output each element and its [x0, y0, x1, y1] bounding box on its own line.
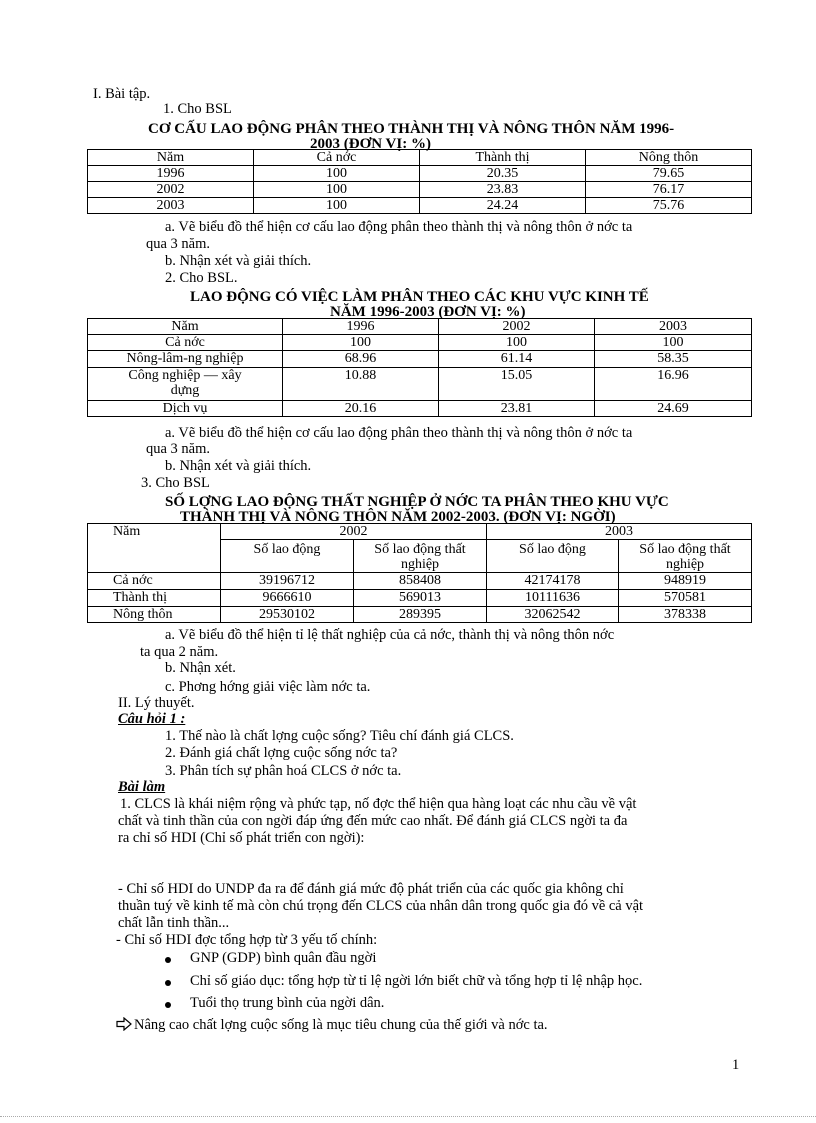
- table-cell: 289395: [354, 607, 487, 623]
- table-cell: 100: [283, 335, 439, 351]
- question-label: Câu hỏi 1 :: [118, 711, 186, 727]
- q2-intro: 2. Cho BSL.: [165, 270, 238, 286]
- question-3: 3. Phân tích sự phân hoá CLCS ở nớc ta.: [165, 763, 402, 779]
- answer-p1-line3: ra chỉ số HDI (Chỉ số phát triển con ngời):: [118, 830, 365, 846]
- table-cell: 948919: [619, 573, 752, 590]
- table-cell: Cả nớc: [88, 335, 283, 351]
- table-cell: Nông thôn: [88, 607, 221, 623]
- q2-title-line2: NĂM 1996-2003 (ĐƠN VỊ: %): [330, 304, 526, 320]
- q3-task-b: b. Nhận xét.: [165, 660, 236, 676]
- bullet-dot: [165, 957, 171, 963]
- table-cell: 2003: [88, 198, 254, 214]
- table-header: 2002: [439, 319, 595, 335]
- q1-title-line2: 2003 (ĐƠN VỊ: %): [310, 136, 431, 152]
- table-subheader: Số lao động: [221, 540, 354, 573]
- q2-title-line1: LAO ĐỘNG CÓ VIỆC LÀM PHÂN THEO CÁC KHU VỰC KINH TẾ: [190, 289, 649, 305]
- table-cell: 79.65: [586, 166, 752, 182]
- table-header: 2002: [221, 524, 487, 540]
- q1-task-a-cont: qua 3 năm.: [146, 236, 211, 252]
- q2-task-b: b. Nhận xét và giải thích.: [165, 458, 312, 474]
- table-cell: 100: [254, 166, 420, 182]
- table-cell: 100: [254, 182, 420, 198]
- table-header: 2003: [595, 319, 752, 335]
- q1-task-b: b. Nhận xét và giải thích.: [165, 253, 312, 269]
- table-subheader: Số lao động: [487, 540, 619, 573]
- q1-table: [87, 149, 752, 214]
- table-cell: 24.24: [420, 198, 586, 214]
- table-cell: Công nghiệp — xây dựng: [88, 368, 283, 401]
- bullet-dot: [165, 1002, 171, 1008]
- answer-p1-line1: 1. CLCS là khái niệm rộng và phức tạp, nố đợc thể hiện qua hàng loạt các nhu cầu về vật: [120, 796, 637, 812]
- table-cell: 16.96: [595, 368, 752, 401]
- table-cell: 58.35: [595, 351, 752, 368]
- q3-intro: 3. Cho BSL: [141, 475, 210, 491]
- table-cell: 61.14: [439, 351, 595, 368]
- table-header: Năm: [88, 524, 221, 573]
- table-subheader: Số lao động thất nghiệp: [354, 540, 487, 573]
- q3-table: [87, 523, 752, 623]
- q3-title-line2: THÀNH THỊ VÀ NÔNG THÔN NĂM 2002-2003. (ĐƠN VỊ: NGỜI): [180, 509, 616, 525]
- page-bottom-divider: [0, 1116, 816, 1117]
- table-header: 1996: [283, 319, 439, 335]
- q1-intro: 1. Cho BSL: [163, 101, 232, 117]
- table-cell: 9666610: [221, 590, 354, 607]
- table-cell: 100: [439, 335, 595, 351]
- question-1: 1. Thế nào là chất lợng cuộc sống? Tiêu chí đánh giá CLCS.: [165, 728, 514, 744]
- q3-task-c: c. Phơng hớng giải việc làm nớc ta.: [165, 679, 371, 695]
- conclusion: Nâng cao chất lợng cuộc sống là mục tiêu chung của thế giới và nớc ta.: [134, 1017, 548, 1033]
- table-cell: 15.05: [439, 368, 595, 401]
- bullet-item: Chỉ số giáo dục: tổng hợp từ tỉ lệ ngời lớn biết chữ và tổng hợp tỉ lệ nhập học.: [190, 973, 643, 989]
- table-cell: 68.96: [283, 351, 439, 368]
- table-cell: 2002: [88, 182, 254, 198]
- answer-p3: - Chỉ số HDI đợc tổng hợp từ 3 yếu tố chính:: [116, 932, 378, 948]
- table-header: Cả nớc: [254, 150, 420, 166]
- table-cell: 20.35: [420, 166, 586, 182]
- q3-task-a: a. Vẽ biểu đồ thể hiện tỉ lệ thất nghiệp của cả nớc, thành thị và nông thôn nớc: [165, 627, 615, 643]
- q2-table: [87, 318, 752, 417]
- arrow-right-icon: [116, 1017, 132, 1036]
- table-cell: 570581: [619, 590, 752, 607]
- bullet-item: Tuổi thọ trung bình của ngời dân.: [190, 995, 385, 1011]
- table-cell: Nông-lâm-ng nghiệp: [88, 351, 283, 368]
- table-cell: 10111636: [487, 590, 619, 607]
- table-cell: Cả nớc: [88, 573, 221, 590]
- bullet-item: GNP (GDP) bình quân đầu ngời: [190, 950, 377, 966]
- table-header: Nông thôn: [586, 150, 752, 166]
- table-cell: 100: [254, 198, 420, 214]
- table-cell: Thành thị: [88, 590, 221, 607]
- q1-title-line1: CƠ CẤU LAO ĐỘNG PHÂN THEO THÀNH THỊ VÀ NÔNG THÔN NĂM 1996-: [148, 121, 675, 137]
- table-cell: 29530102: [221, 607, 354, 623]
- table-cell: 39196712: [221, 573, 354, 590]
- table-subheader: Số lao động thất nghiệp: [619, 540, 752, 573]
- table-cell: 32062542: [487, 607, 619, 623]
- table-cell: 23.81: [439, 401, 595, 417]
- table-header: Năm: [88, 319, 283, 335]
- table-header: Thành thị: [420, 150, 586, 166]
- q1-task-a: a. Vẽ biểu đồ thể hiện cơ cấu lao động phân theo thành thị và nông thôn ở nớc ta: [165, 219, 633, 235]
- table-cell: 23.83: [420, 182, 586, 198]
- table-cell: 76.17: [586, 182, 752, 198]
- table-cell: 569013: [354, 590, 487, 607]
- table-cell: 858408: [354, 573, 487, 590]
- section-2-heading: II. Lý thuyết.: [118, 695, 195, 711]
- table-cell: 378338: [619, 607, 752, 623]
- answer-label: Bài làm: [118, 779, 166, 795]
- table-cell: Dịch vụ: [88, 401, 283, 417]
- answer-p2-line1: - Chỉ số HDI do UNDP đa ra để đánh giá mức độ phát triển của các quốc gia không chỉ: [118, 881, 624, 897]
- page-number: 1: [732, 1057, 740, 1073]
- table-cell: 42174178: [487, 573, 619, 590]
- table-cell: 10.88: [283, 368, 439, 401]
- answer-p2-line3: chất lẫn tinh thần...: [118, 915, 230, 931]
- table-cell: 1996: [88, 166, 254, 182]
- q2-task-a: a. Vẽ biểu đồ thể hiện cơ cấu lao động phân theo thành thị và nông thôn ở nớc ta: [165, 425, 633, 441]
- section-1-heading: I. Bài tập.: [93, 86, 151, 102]
- table-cell: 100: [595, 335, 752, 351]
- bullet-dot: [165, 980, 171, 986]
- question-2: 2. Đánh giá chất lợng cuộc sống nớc ta?: [165, 745, 398, 761]
- table-cell: 75.76: [586, 198, 752, 214]
- q2-task-a-cont: qua 3 năm.: [146, 441, 211, 457]
- answer-p2-line2: thuần tuý về kinh tế mà còn chú trọng đến CLCS của nhân dân trong quốc gia đó về cả vật: [118, 898, 644, 914]
- table-header: Năm: [88, 150, 254, 166]
- answer-p1-line2: chất và tinh thần của con ngời đáp ứng đến mức cao nhất. Để đánh giá CLCS ngời ta đa: [118, 813, 628, 829]
- table-cell: 20.16: [283, 401, 439, 417]
- table-header: 2003: [487, 524, 752, 540]
- table-cell: 24.69: [595, 401, 752, 417]
- q3-title-line1: SỐ LỢNG LAO ĐỘNG THẤT NGHIỆP Ở NỚC TA PHÂN THEO KHU VỰC: [165, 494, 669, 510]
- q3-task-a-cont: ta qua 2 năm.: [140, 644, 219, 660]
